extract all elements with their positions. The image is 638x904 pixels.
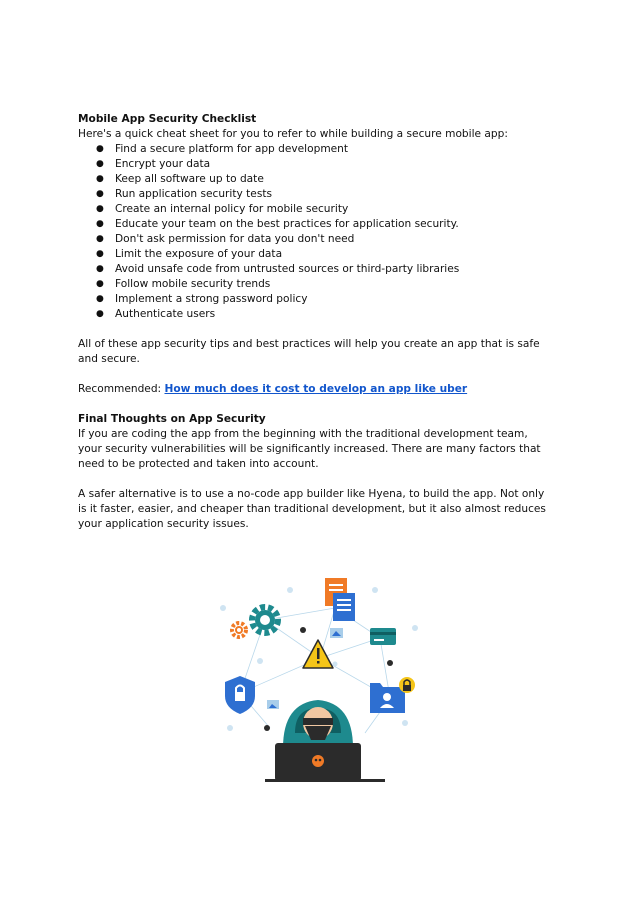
final-thoughts-heading: Final Thoughts on App Security [78,413,266,425]
paragraph-line: your application security issues. [78,518,249,530]
image-icon [330,628,343,638]
bullet: ● [96,159,104,169]
checklist-intro: Here's a quick cheat sheet for you to refer to while building a secure mobile app: [78,128,508,140]
bullet: ● [96,294,104,304]
summary-line: All of these app security tips and best practices will help you create an app that is safe [78,338,540,350]
recommended-label: Recommended: [78,383,165,395]
list-item: ● Authenticate users [96,308,216,320]
list-item: ● Keep all software up to date [96,173,264,185]
list-item: ● Limit the exposure of your data [96,248,283,260]
bullet: ● [96,234,104,244]
list-item: ● Implement a strong password policy [96,293,308,305]
gear-icon [252,607,278,633]
bullet: ● [96,279,104,289]
list-item: ● Create an internal policy for mobile security [96,203,349,215]
list-item: ● Find a secure platform for app development [96,143,349,155]
paragraph-line: If you are coding the app from the beginning with the traditional development team, [78,428,528,440]
list-item: ● Encrypt your data [96,158,211,170]
bullet: ● [96,219,104,229]
security-illustration [215,568,425,788]
lock-shield-icon [225,676,255,714]
list-item: ● Avoid unsafe code from untrusted sources or third-party libraries [96,263,460,275]
paragraph-line: A safer alternative is to use a no-code app builder like Hyena, to build the app. Not only [78,488,545,500]
bullet: ● [96,309,104,319]
security-checklist [78,142,558,322]
paragraph-line: need to be protected and taken into account. [78,458,319,470]
document-content [78,112,558,532]
image-icon [267,700,279,709]
warning-icon [303,640,333,668]
recommended-line [78,382,558,397]
gear-icon [232,623,246,637]
bullet: ● [96,144,104,154]
list-item: ● Follow mobile security trends [96,278,271,290]
bullet: ● [96,204,104,214]
hacker-icon [283,700,353,748]
skull-icon [312,755,324,767]
paragraph-line: your security vulnerabilities will be significantly increased. There are many factors that [78,443,541,455]
paragraph-line: is it faster, easier, and cheaper than traditional development, but it also almost reduces [78,503,546,515]
checklist-heading: Mobile App Security Checklist [78,113,257,125]
bullet: ● [96,264,104,274]
list-item: ● Run application security tests [96,188,273,200]
list-item: ● Don't ask permission for data you don't need [96,233,355,245]
folder-user-icon [370,677,415,713]
document-icon [325,578,355,621]
credit-card-icon [370,628,396,645]
list-item: ● Educate your team on the best practices for application security. [96,218,459,230]
bullet: ● [96,249,104,259]
bullet: ● [96,174,104,184]
bullet: ● [96,189,104,199]
laptop-icon [265,743,385,782]
recommended-link[interactable]: How much does it cost to develop an app like uber [164,383,468,395]
summary-line: and secure. [78,353,140,365]
